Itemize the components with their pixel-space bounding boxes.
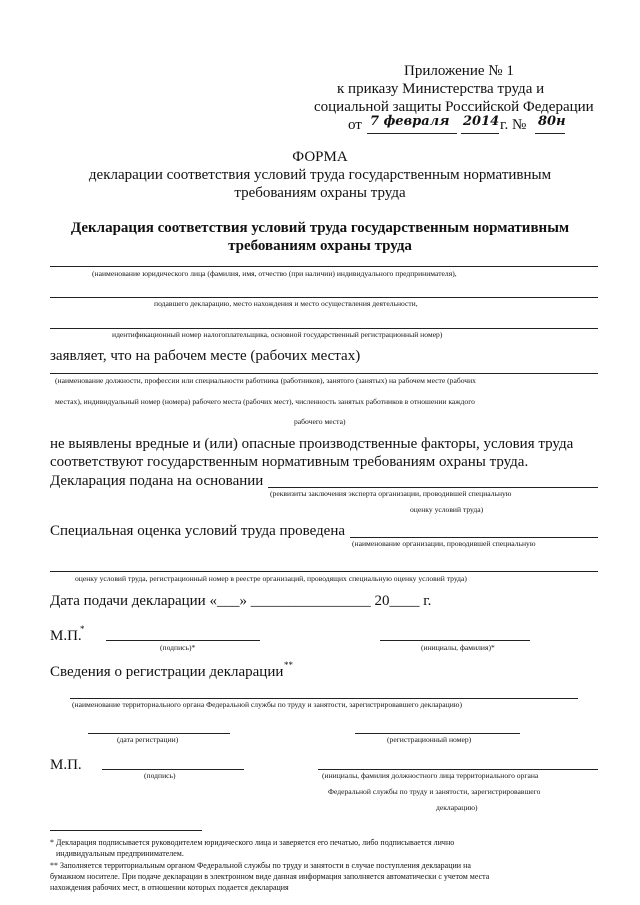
caption-position-3: рабочего места) — [294, 417, 346, 426]
declaration-title-1: Декларация соответствия условий труда государственным нормативным — [70, 220, 570, 236]
registration-heading: Сведения о регистрации декларации — [50, 664, 284, 680]
footnote-2b: бумажном носителе. При подаче декларации в электронном виде данная информация заполняется автоматически с учетом места — [50, 872, 490, 881]
caption-special-2: оценку условий труда, регистрационный номер в реестре организаций, проводящих специальную оценку условий труда) — [75, 574, 467, 583]
appendix-line-1: Приложение № 1 — [404, 63, 514, 79]
statement-line-1: не выявлены вредные и (или) опасные производственные факторы, условия труда — [50, 436, 574, 452]
handwritten-number: 80н — [538, 114, 566, 129]
stamp-place-1: М.П. — [50, 628, 82, 644]
form-subtitle-1: декларации соответствия условий труда государственным нормативным — [88, 167, 552, 183]
form-subtitle-2: требованиям охраны труда — [234, 185, 406, 201]
basis-label: Декларация подана на основании — [50, 473, 264, 489]
caption-signature-2: (подпись) — [144, 771, 176, 780]
caption-initials-1: (инициалы, фамилия)* — [421, 643, 495, 652]
caption-official-1: (инициалы, фамилия должностного лица территориального органа — [322, 771, 539, 780]
appendix-from: от — [348, 117, 362, 133]
caption-basis-2: оценку условий труда) — [410, 505, 484, 514]
appendix-line-2: к приказу Министерства труда и — [337, 81, 545, 97]
declares-text: заявляет, что на рабочем месте (рабочих местах) — [50, 348, 361, 364]
footnote-2c: нахождения рабочих мест, в отношении которых подается декларация — [50, 883, 289, 892]
form-title: ФОРМА — [292, 149, 348, 165]
footnote-marker-2: ** — [284, 660, 293, 670]
submission-date: Дата подачи декларации «___» ________________ 20____ г. — [50, 593, 432, 609]
statement-line-2: соответствуют государственным нормативным требованиям охраны труда. — [50, 454, 529, 470]
caption-registration-organ: (наименование территориального органа Федеральной службы по труду и занятости, зарегистрировавшего декларацию) — [72, 700, 463, 709]
appendix-year-suffix: г. № — [500, 117, 527, 133]
declaration-title-2: требованиям охраны труда — [228, 238, 412, 254]
footnote-1b: индивидуальным предпринимателем. — [56, 849, 184, 858]
caption-official-3: декларацию) — [436, 803, 478, 812]
footnote-1a: * Декларация подписывается руководителем юридического лица и заверяется его печатью, либо подписывается лично — [50, 838, 455, 847]
caption-official-2: Федеральной службы по труду и занятости, зарегистрировавшего — [328, 787, 541, 796]
caption-registration-date: (дата регистрации) — [117, 735, 179, 744]
appendix-line-3: социальной защиты Российской Федерации — [314, 99, 594, 115]
caption-submitter: подавшего декларацию, место нахождения и место осуществления деятельности, — [154, 299, 418, 308]
caption-basis-1: (реквизиты заключения эксперта организации, проводившей специальную — [270, 489, 512, 498]
caption-inn: идентификационный номер налогоплательщика, основной государственный регистрационный номер) — [112, 330, 443, 339]
caption-special-1: (наименование организации, проводившей специальную — [352, 539, 536, 548]
stamp-place-2: М.П. — [50, 757, 82, 773]
caption-registration-number: (регистрационный номер) — [387, 735, 472, 744]
footnote-marker-1: * — [80, 624, 85, 634]
caption-entity: (наименование юридического лица (фамилия, имя, отчество (при наличии) индивидуального предпринимателя), — [92, 269, 457, 278]
caption-position-1: (наименование должности, профессии или специальности работника (работников), занятого (занятых) на рабочем месте (рабочих — [55, 376, 476, 385]
caption-signature-1: (подпись)* — [160, 643, 196, 652]
footnote-2a: ** Заполняется территориальным органом Федеральной службы по труду и занятости в случае поступления декларации на — [50, 861, 471, 870]
caption-position-2: местах), индивидуальный номер (номера) рабочего места (рабочих мест), численность занятых работников в отношении каждого — [55, 397, 475, 406]
handwritten-date: 7 февраля — [370, 114, 450, 129]
special-assessment-label: Специальная оценка условий труда проведена — [50, 523, 345, 539]
handwritten-year: 2014 — [463, 114, 500, 129]
